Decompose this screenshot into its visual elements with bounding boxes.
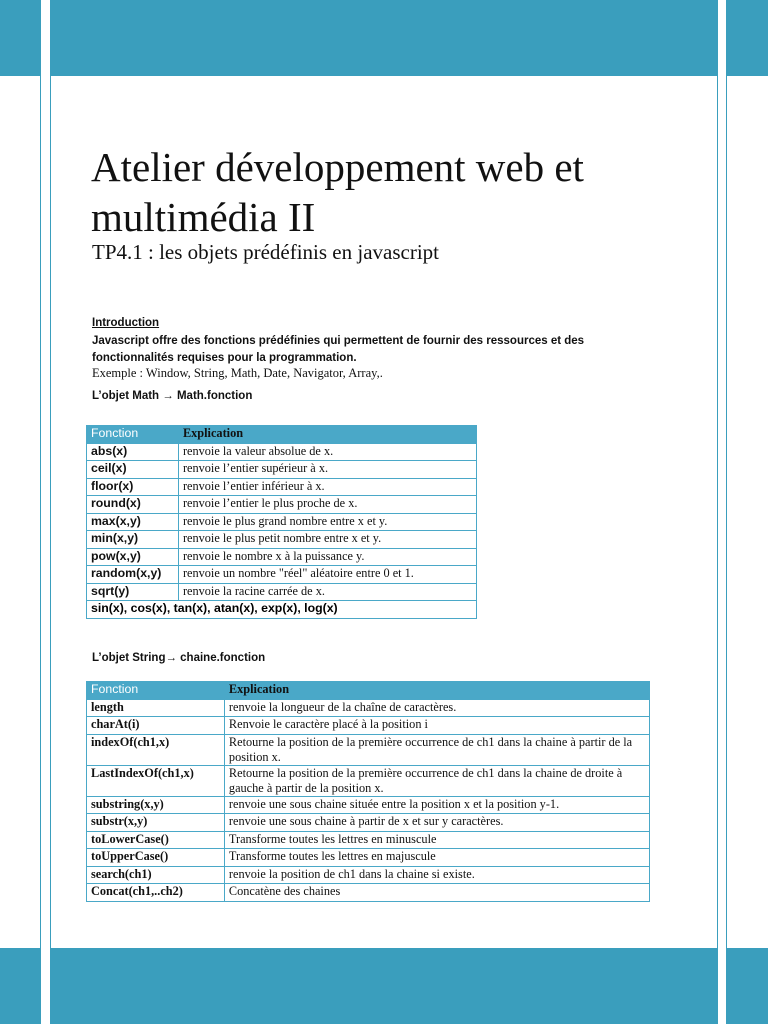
function-description: Retourne la position de la première occurrence de ch1 dans la chaine de droite à gauche à partir de la position x. bbox=[224, 765, 649, 796]
function-name: abs(x) bbox=[87, 443, 179, 461]
table-row bbox=[87, 765, 650, 796]
function-name: ceil(x) bbox=[87, 461, 179, 479]
function-description: renvoie la position de ch1 dans la chaine si existe. bbox=[224, 866, 649, 884]
function-description: renvoie une sous chaine à partir de x et sur y caractères. bbox=[224, 814, 649, 832]
table-row bbox=[87, 531, 477, 549]
function-name: indexOf(ch1,x) bbox=[87, 734, 225, 765]
function-name: random(x,y) bbox=[87, 566, 179, 584]
bottom-center-band bbox=[51, 948, 717, 1024]
trig-functions-row: sin(x), cos(x), tan(x), atan(x), exp(x), log(x) bbox=[87, 601, 477, 619]
function-description: renvoie un nombre "réel" aléatoire entre 0 et 1. bbox=[178, 566, 476, 584]
table-row bbox=[87, 513, 477, 531]
function-description: Renvoie le caractère placé à la position i bbox=[224, 717, 649, 735]
table-row bbox=[87, 478, 477, 496]
function-description: renvoie une sous chaine située entre la position x et la position y-1. bbox=[224, 796, 649, 814]
col-header-explication: Explication bbox=[224, 682, 649, 700]
function-name: search(ch1) bbox=[87, 866, 225, 884]
function-description: renvoie la racine carrée de x. bbox=[178, 583, 476, 601]
function-name: substr(x,y) bbox=[87, 814, 225, 832]
function-name: length bbox=[87, 699, 225, 717]
function-description: renvoie la longueur de la chaîne de caractères. bbox=[224, 699, 649, 717]
table-row bbox=[87, 601, 477, 619]
math-section-heading: L’objet Math → Math.fonction bbox=[92, 390, 253, 402]
function-name: max(x,y) bbox=[87, 513, 179, 531]
function-description: renvoie l’entier le plus proche de x. bbox=[178, 496, 476, 514]
col-header-function: Fonction bbox=[87, 426, 179, 444]
string-table bbox=[86, 681, 650, 902]
top-left-band bbox=[0, 0, 40, 76]
page-subtitle: TP4.1 : les objets prédéfinis en javascript bbox=[92, 240, 440, 264]
math-table bbox=[86, 425, 477, 619]
function-description: renvoie l’entier supérieur à x. bbox=[178, 461, 476, 479]
function-name: sqrt(y) bbox=[87, 583, 179, 601]
table-row bbox=[87, 566, 477, 584]
table-row bbox=[87, 884, 650, 902]
right-rule-inner bbox=[717, 0, 718, 1024]
function-name: round(x) bbox=[87, 496, 179, 514]
function-name: LastIndexOf(ch1,x) bbox=[87, 765, 225, 796]
function-name: Concat(ch1,..ch2) bbox=[87, 884, 225, 902]
function-description: renvoie le nombre x à la puissance y. bbox=[178, 548, 476, 566]
top-center-band bbox=[51, 0, 717, 76]
page-title: Atelier développement web et multimédia II bbox=[91, 144, 584, 240]
table-row bbox=[87, 849, 650, 867]
function-name: floor(x) bbox=[87, 478, 179, 496]
table-row bbox=[87, 443, 477, 461]
table-row bbox=[87, 866, 650, 884]
function-description: renvoie l’entier inférieur à x. bbox=[178, 478, 476, 496]
table-row bbox=[87, 796, 650, 814]
string-section-heading: L’objet String→ chaine.fonction bbox=[92, 652, 266, 664]
function-description: Concatène des chaines bbox=[224, 884, 649, 902]
table-row bbox=[87, 496, 477, 514]
table-row bbox=[87, 814, 650, 832]
function-description: Transforme toutes les lettres en minuscule bbox=[224, 831, 649, 849]
left-rule bbox=[40, 0, 41, 1024]
col-header-function: Fonction bbox=[87, 682, 225, 700]
function-description: renvoie la valeur absolue de x. bbox=[178, 443, 476, 461]
function-description: Transforme toutes les lettres en majuscule bbox=[224, 849, 649, 867]
function-name: toLowerCase() bbox=[87, 831, 225, 849]
table-row bbox=[87, 461, 477, 479]
top-right-band bbox=[727, 0, 768, 76]
table-row bbox=[87, 717, 650, 735]
right-rule bbox=[726, 0, 727, 1024]
function-name: toUpperCase() bbox=[87, 849, 225, 867]
table-header-row bbox=[87, 682, 650, 700]
table-row bbox=[87, 583, 477, 601]
table-row bbox=[87, 831, 650, 849]
table-header-row bbox=[87, 426, 477, 444]
table-row bbox=[87, 734, 650, 765]
bottom-right-band bbox=[727, 948, 768, 1024]
function-description: Retourne la position de la première occurrence de ch1 dans la chaine à partir de la position x. bbox=[224, 734, 649, 765]
intro-example: Exemple : Window, String, Math, Date, Navigator, Array,. bbox=[92, 366, 383, 380]
table-row bbox=[87, 699, 650, 717]
col-header-explication: Explication bbox=[178, 426, 476, 444]
left-rule-inner bbox=[50, 0, 51, 1024]
bottom-left-band bbox=[0, 948, 40, 1024]
table-row bbox=[87, 548, 477, 566]
intro-text: Javascript offre des fonctions prédéfinies qui permettent de fournir des ressources et des fonctionnalités requises pour la programmation. bbox=[92, 335, 585, 364]
intro-heading: Introduction bbox=[92, 317, 160, 329]
function-name: charAt(i) bbox=[87, 717, 225, 735]
function-name: substring(x,y) bbox=[87, 796, 225, 814]
function-name: pow(x,y) bbox=[87, 548, 179, 566]
function-description: renvoie le plus grand nombre entre x et y. bbox=[178, 513, 476, 531]
function-description: renvoie le plus petit nombre entre x et y. bbox=[178, 531, 476, 549]
function-name: min(x,y) bbox=[87, 531, 179, 549]
